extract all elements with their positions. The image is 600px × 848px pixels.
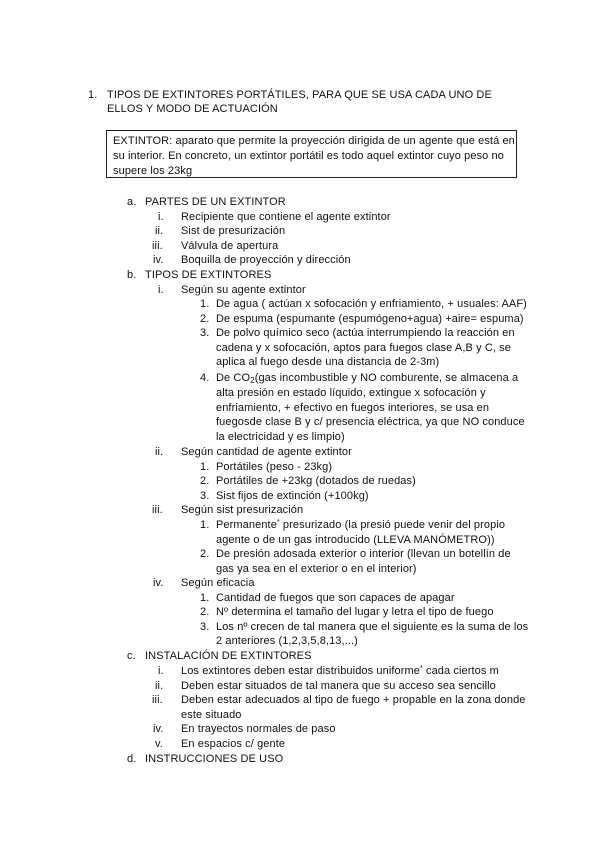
list-marker: i.: [158, 284, 164, 296]
subsection-title: Según cantidad de agente extintor: [181, 446, 352, 458]
list-item: Válvula de apertura: [181, 240, 279, 252]
list-item: De $CO_2(gas$ incombustible y NO comburente, se almacena a: [216, 372, 519, 385]
list-item: Recipiente que contiene el agente extintor: [181, 211, 391, 223]
list-marker: iii.: [152, 504, 163, 516]
list-item-continuation: agente o de un gas introducido (LLEVA MANÓMETRO)): [216, 534, 495, 546]
list-marker: i.: [158, 211, 164, 223]
heading-line-1: TIPOS DE EXTINTORES PORTÁTILES, PARA QUE SE USA CADA UNO DE: [107, 89, 492, 101]
list-marker: 3.: [200, 327, 210, 339]
list-item: Nº determina el tamaño del lugar y letra el tipo de fuego: [216, 606, 494, 618]
list-item: En trayectos normales de paso: [181, 723, 336, 735]
list-marker: 3.: [200, 621, 210, 633]
list-item: Sist de presurización: [181, 225, 286, 237]
list-marker: ii.: [155, 446, 164, 458]
list-marker: iii.: [152, 240, 163, 252]
list-marker: 2.: [200, 313, 210, 325]
section-d-marker: d.: [127, 753, 137, 765]
list-marker: ii.: [155, 225, 164, 237]
section-a-title: PARTES DE UN EXTINTOR: [145, 196, 286, 208]
section-c-title: INSTALACIÓN DE EXTINTORES: [145, 650, 312, 662]
list-item: Sist fijos de extinción (+100kg): [216, 490, 369, 502]
list-item: Permanente* presurizado (la presió puede venir del propio: [216, 519, 506, 531]
section-d-title: INSTRUCCIONES DE USO: [145, 753, 284, 765]
list-item-continuation: la electricidad y es limpio): [216, 431, 345, 443]
section-c-marker: c.: [127, 650, 136, 662]
list-item: Deben estar situados de tal manera que su acceso sea sencillo: [181, 680, 496, 692]
list-marker: 2.: [200, 475, 210, 487]
list-marker: iii.: [152, 694, 163, 706]
list-item-continuation: enfriamiento, + efectivo en fuegos interiores, se usa en: [216, 402, 490, 414]
subsection-title: Según su agente extintor: [181, 284, 306, 296]
list-item-continuation: 2 anteriores (1,2,3,5,8,13,...): [216, 635, 358, 647]
list-marker: 1.: [200, 298, 210, 310]
list-item: Portátiles de +23kg (dotados de ruedas): [216, 475, 416, 487]
list-marker: iv.: [153, 577, 164, 589]
definition-text: [113, 134, 515, 179]
list-item: De polvo químico seco (actúa interrumpiendo la reacción en: [216, 327, 515, 339]
list-item: De presión adosada exterior o interior (llevan un botellín de: [216, 548, 511, 560]
heading-line-2: ELLOS Y MODO DE ACTUACIÓN: [107, 103, 278, 115]
definition-line: EXTINTOR: aparato que permite la proyección dirigida de un agente que está en: [113, 135, 515, 147]
definition-line: su interior. En concreto, un extintor portátil es todo aquel extintor cuyo peso no: [113, 150, 504, 162]
section-b-title: TIPOS DE EXTINTORES: [145, 269, 272, 281]
list-marker: iv.: [153, 254, 164, 266]
list-item: Los extintores deben estar distribuidos uniforme* cada ciertos m: [181, 665, 499, 677]
list-item: En espacios c/ gente: [181, 738, 286, 750]
list-item-continuation: gas ya sea en el exterior o en el interior): [216, 563, 417, 575]
section-b-marker: b.: [127, 269, 137, 281]
list-marker: iv.: [153, 723, 164, 735]
list-item-continuation: alta presión en estado líquido, extingue x sofocación y: [216, 387, 486, 399]
list-marker: ii.: [155, 680, 164, 692]
subsection-title: Según eficacia: [181, 577, 255, 589]
list-item: De agua ( actúan x sofocación y enfriamiento, + usuales: AAF): [216, 298, 527, 310]
section-a-marker: a.: [127, 196, 137, 208]
list-item: Cantidad de fuegos que son capaces de apagar: [216, 592, 455, 604]
list-item-continuation: aplica al fuego desde una distancia de 2-3m): [216, 356, 440, 368]
list-item: De espuma (espumante (espumógeno+agua) +aire= espuma): [216, 313, 524, 325]
list-marker: 1.: [200, 592, 210, 604]
subsection-title: Según sist presurización: [181, 504, 304, 516]
list-marker: 2.: [200, 606, 210, 618]
heading-number: 1.: [88, 89, 98, 101]
list-item-continuation: este situado: [181, 709, 242, 721]
list-item: Portátiles (peso - 23kg): [216, 461, 333, 473]
list-marker: 1.: [200, 461, 210, 473]
list-item: Boquilla de proyección y dirección: [181, 254, 351, 266]
list-item: Los nº crecen de tal manera que el siguiente es la suma de los: [216, 621, 529, 633]
list-item-continuation: cadena y x sofocación, aptos para fuegos clase A,B y C, se: [216, 342, 512, 354]
list-marker: 2.: [200, 548, 210, 560]
list-marker: 4.: [200, 372, 210, 384]
list-marker: 3.: [200, 490, 210, 502]
list-marker: v.: [155, 738, 163, 750]
definition-line: supere los 23kg: [113, 165, 193, 177]
list-item-continuation: fuegosde clase B y c/ presencia eléctrica, ya que NO conduce: [216, 416, 525, 428]
list-marker: i.: [158, 665, 164, 677]
list-item: Deben estar adecuados al tipo de fuego + propable en la zona donde: [181, 694, 526, 706]
list-marker: 1.: [200, 519, 210, 531]
